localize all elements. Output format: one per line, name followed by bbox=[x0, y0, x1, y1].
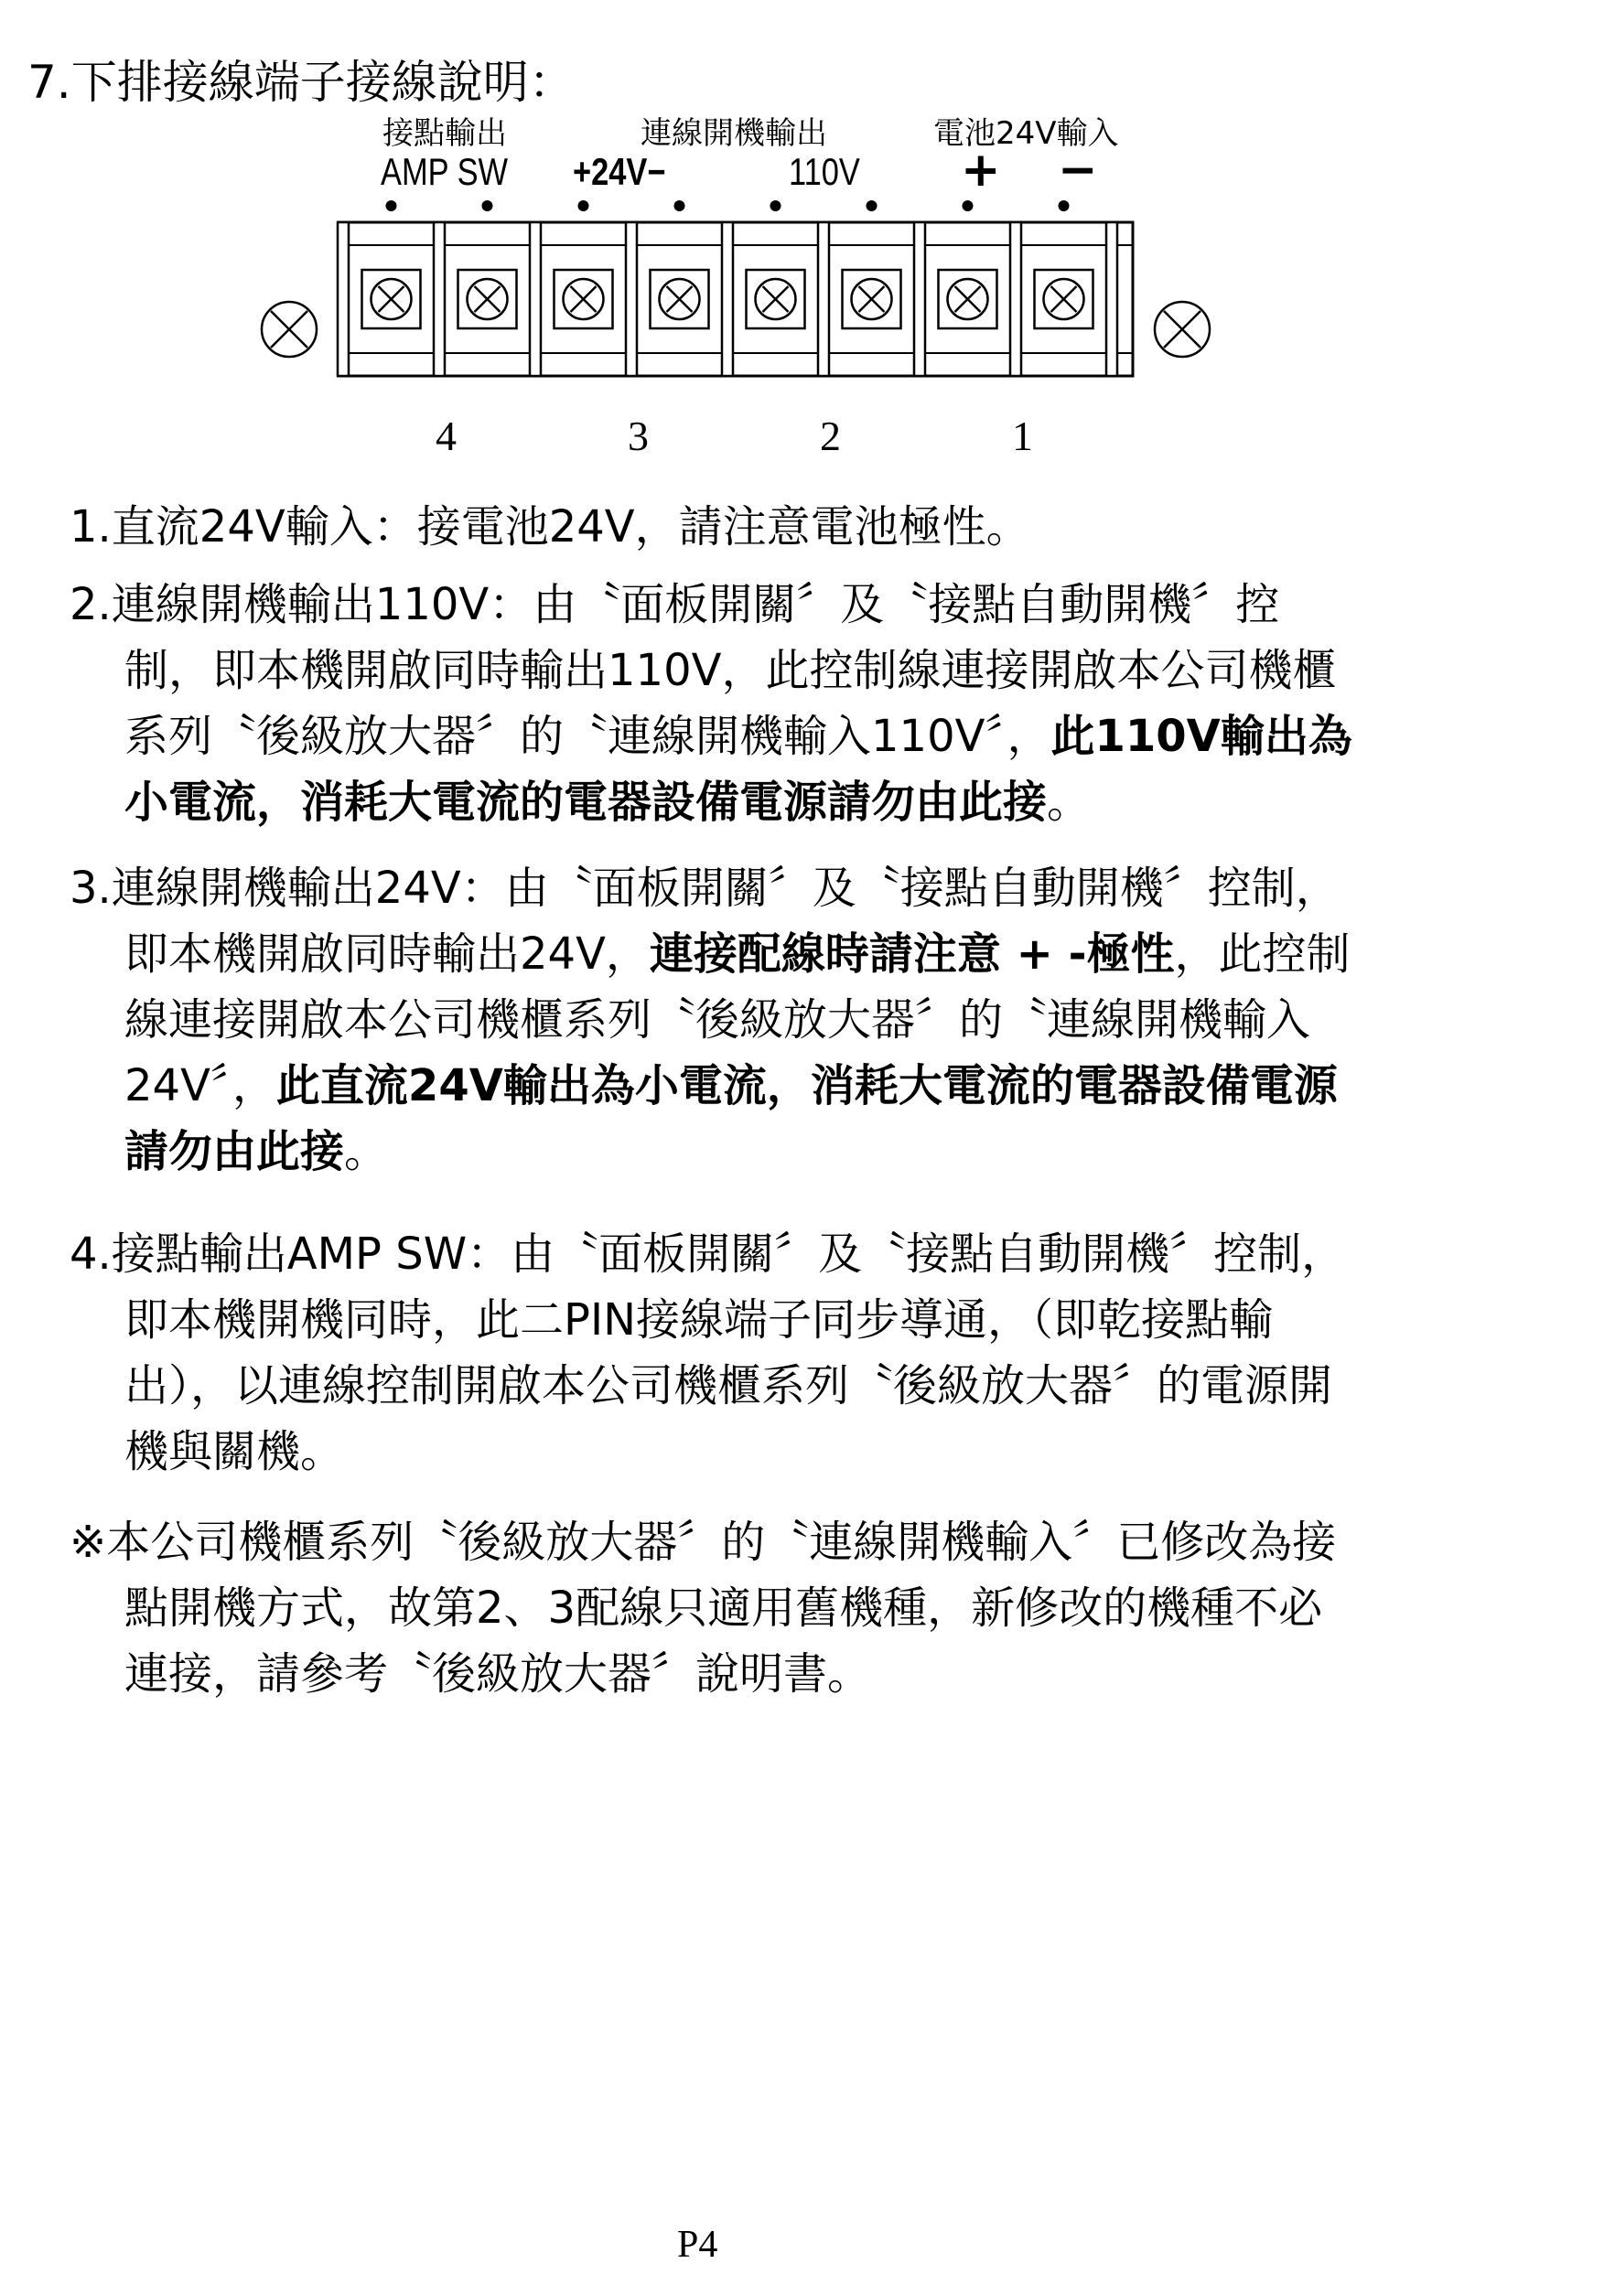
body-text: ，此控制 bbox=[1174, 928, 1351, 980]
body-text: 制，即本機開啟同時輸出110V，此控制線連接開啟本公司機櫃 bbox=[124, 645, 1337, 696]
emphasis-text: 小電流，消耗大電流的電器設備電源請勿由此接 bbox=[124, 777, 1048, 828]
label-amp-sw: AMP SW bbox=[381, 150, 509, 193]
emphasis-text: 連接配線時請注意 + -極性 bbox=[649, 928, 1175, 980]
terminal-separator bbox=[722, 222, 733, 376]
body-text: 。 bbox=[1047, 777, 1092, 828]
body-text: 出），以連線控制開啟本公司機櫃系列〝後級放大器〞的電源開 bbox=[124, 1360, 1333, 1411]
body-text: 點開機方式，故第2、3配線只適用舊機種，新修改的機種不必 bbox=[124, 1583, 1323, 1634]
header-contact-output: 接點輸出 bbox=[382, 115, 507, 152]
body-text: 即本機開啟同時輸出24V， bbox=[124, 928, 650, 980]
body-text: ※本公司機櫃系列〝後級放大器〞的〝連線開機輸入〞已修改為接 bbox=[70, 1517, 1337, 1568]
instruction-line bbox=[70, 703, 1352, 769]
instruction-line bbox=[70, 1641, 1336, 1707]
emphasis-text: 請勿由此接 bbox=[124, 1126, 345, 1177]
instruction-line bbox=[70, 987, 1351, 1053]
left-mount-screw-icon bbox=[262, 302, 317, 357]
body-text: 系列〝後級放大器〞的〝連線開機輸入110V〞， bbox=[124, 711, 1051, 762]
terminal-number-3: 3 bbox=[628, 413, 649, 459]
body-text: 。 bbox=[344, 1126, 389, 1177]
label-plus-24v-minus: +24V− bbox=[573, 150, 666, 193]
terminal-dot bbox=[482, 200, 493, 211]
body-text: 24V〞， bbox=[124, 1060, 276, 1111]
instruction-line bbox=[70, 572, 1352, 638]
terminal-separator bbox=[818, 222, 829, 376]
instruction-line bbox=[70, 855, 1351, 921]
terminal-number-4: 4 bbox=[436, 413, 457, 459]
terminal-dot bbox=[867, 200, 877, 211]
terminal-dot bbox=[578, 200, 589, 211]
instruction-line bbox=[70, 1509, 1336, 1575]
instruction-line bbox=[70, 769, 1352, 835]
instruction-line bbox=[70, 1053, 1351, 1119]
header-link-power-output: 連線開機輸出 bbox=[641, 115, 827, 152]
instruction-line bbox=[70, 1419, 1345, 1485]
instruction-line bbox=[70, 1221, 1345, 1287]
terminal-number-2: 2 bbox=[820, 413, 841, 459]
instruction-line bbox=[70, 638, 1352, 703]
instruction-item bbox=[70, 494, 1030, 560]
body-text: 2.連線開機輸出110V：由〝面板開關〞及〝接點自動開機〞控 bbox=[70, 579, 1280, 630]
terminal-dot bbox=[963, 200, 974, 211]
terminal-separator bbox=[1106, 222, 1117, 376]
label-battery-minus: − bbox=[1058, 143, 1098, 198]
body-text: 線連接開啟本公司機櫃系列〝後級放大器〞的〝連線開機輸入 bbox=[124, 994, 1311, 1046]
header-battery-input: 電池24V輸入 bbox=[933, 115, 1119, 152]
terminal-dots bbox=[386, 200, 1070, 211]
terminal-dot bbox=[674, 200, 685, 211]
terminal-dot bbox=[1059, 200, 1070, 211]
emphasis-text: 此110V輸出為 bbox=[1050, 711, 1352, 762]
section-title: 7.下排接線端子接線說明： bbox=[27, 56, 575, 109]
instruction-item bbox=[70, 572, 1352, 835]
terminal-separator bbox=[626, 222, 637, 376]
terminal-separator bbox=[914, 222, 925, 376]
instruction-item bbox=[70, 1221, 1345, 1485]
terminal-dot bbox=[386, 200, 397, 211]
terminal-dot bbox=[770, 200, 781, 211]
instruction-line bbox=[70, 1353, 1345, 1419]
right-mount-screw-icon bbox=[1155, 302, 1210, 357]
instruction-item bbox=[70, 855, 1351, 1185]
instruction-item bbox=[70, 1509, 1336, 1707]
terminal-number-1: 1 bbox=[1012, 413, 1033, 459]
body-text: 連接，請參考〝後級放大器〞說明書。 bbox=[124, 1648, 872, 1700]
body-text: 機與關機。 bbox=[124, 1426, 345, 1477]
terminal-separator bbox=[1010, 222, 1021, 376]
instruction-line bbox=[70, 1287, 1345, 1353]
terminal-separator bbox=[530, 222, 541, 376]
emphasis-text: 此直流24V輸出為小電流，消耗大電流的電器設備電源 bbox=[275, 1060, 1338, 1111]
body-text: 即本機開機同時，此二PIN接線端子同步導通，（即乾接點輸 bbox=[124, 1294, 1274, 1346]
instruction-line bbox=[70, 1119, 1351, 1185]
body-text: 1.直流24V輸入：接電池24V，請注意電池極性。 bbox=[70, 501, 1030, 553]
body-text: 3.連線開機輸出24V：由〝面板開關〞及〝接點自動開機〞控制， bbox=[70, 863, 1340, 914]
terminal-separator bbox=[434, 222, 445, 376]
instruction-line bbox=[70, 921, 1351, 987]
label-110v: 110V bbox=[789, 150, 860, 193]
terminal-separator bbox=[338, 222, 349, 376]
page-number: P4 bbox=[677, 2224, 718, 2266]
instruction-line bbox=[70, 494, 1030, 560]
label-battery-plus: + bbox=[961, 143, 1001, 198]
instruction-line bbox=[70, 1575, 1336, 1641]
body-text: 4.接點輸出AMP SW：由〝面板開關〞及〝接點自動開機〞控制， bbox=[70, 1228, 1346, 1280]
